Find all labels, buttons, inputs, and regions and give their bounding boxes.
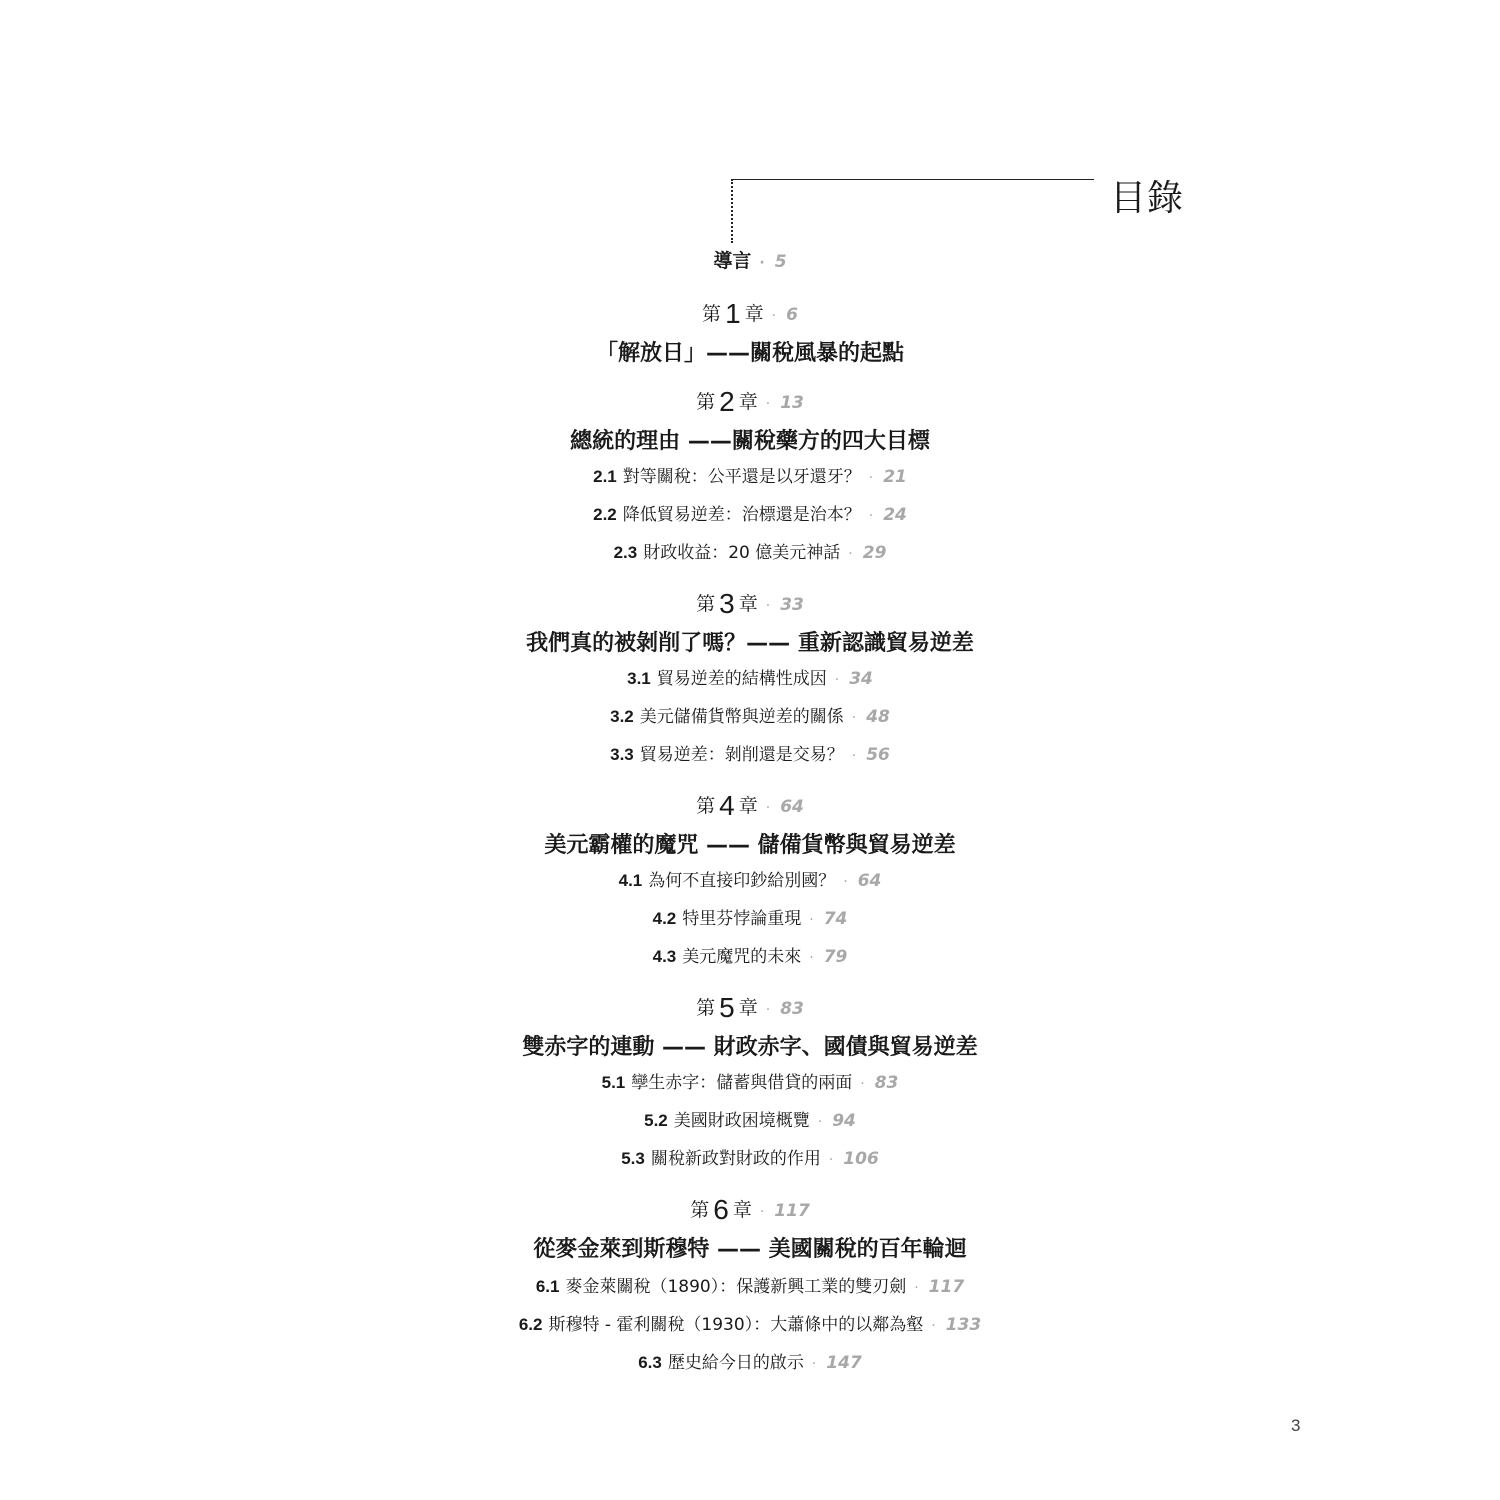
leader-dot: · [868, 470, 874, 486]
chapter-suffix: 章 [732, 1199, 752, 1221]
chapter-heading [0, 588, 1500, 620]
section-title: 貿易逆差的結構性成因 [656, 669, 827, 689]
intro-page: 5 [774, 252, 787, 272]
leader-dot: · [828, 1152, 834, 1168]
section-page: 94 [832, 1111, 856, 1131]
section-entry [0, 904, 1500, 929]
section-number: 4.1 [618, 871, 643, 890]
chapter-number: 2 [719, 386, 735, 417]
section-page: 64 [857, 871, 882, 891]
section-number: 6.3 [638, 1353, 662, 1372]
section-number: 2.2 [593, 505, 617, 524]
section-title: 麥金萊關稅（1890）：保護新興工業的雙刃劍 [565, 1277, 907, 1297]
section-entry [0, 1068, 1500, 1093]
section-number: 6.2 [518, 1315, 543, 1334]
leader-dot: · [765, 1002, 771, 1018]
section-entry [0, 1348, 1500, 1373]
chapter-heading [0, 790, 1500, 822]
chapter-prefix: 第 [702, 303, 722, 325]
chapter-page: 6 [786, 305, 798, 325]
header-rule [732, 179, 1094, 180]
section-entry [0, 740, 1500, 765]
section-title: 財政收益：20 億美元神話 [643, 543, 841, 563]
leader-dot: · [931, 1318, 936, 1334]
leader-dot: · [860, 1076, 865, 1092]
section-page: 56 [866, 745, 890, 765]
chapter-page: 83 [780, 999, 804, 1019]
section-number: 5.1 [601, 1073, 626, 1092]
page-number: 3 [1291, 1416, 1301, 1435]
chapter-heading [0, 1194, 1500, 1226]
section-page: 117 [928, 1277, 965, 1297]
leader-dot: · [759, 1204, 765, 1220]
leader-dot: · [851, 710, 857, 726]
page-title: 目錄 [1110, 178, 1185, 219]
section-number: 2.3 [613, 543, 638, 562]
section-number: 2.1 [593, 467, 617, 486]
section-entry [0, 462, 1500, 487]
section-title: 特里芬悖論重現 [682, 909, 802, 929]
chapter-page: 64 [780, 797, 804, 817]
chapter-suffix: 章 [738, 997, 758, 1019]
chapter-title: 雙赤字的連動 —— 財政赤字、國債與貿易逆差 [522, 1035, 978, 1060]
section-title: 斯穆特 - 霍利關稅（1930）：大蕭條中的以鄰為壑 [548, 1315, 924, 1335]
chapter-number: 3 [719, 588, 735, 619]
section-entry [0, 702, 1500, 727]
chapter-prefix: 第 [696, 593, 716, 615]
leader-dot: · [765, 800, 771, 816]
section-entry [0, 1272, 1500, 1297]
section-page: 34 [849, 669, 873, 689]
section-title: 對等關稅：公平還是以牙還牙？ [622, 467, 861, 487]
section-number: 4.2 [652, 909, 677, 928]
leader-dot: · [914, 1280, 919, 1296]
section-page: 29 [862, 543, 887, 563]
leader-dot: · [809, 912, 814, 928]
chapter-title: 總統的理由 ——關稅藥方的四大目標 [570, 429, 930, 454]
section-entry [0, 500, 1500, 525]
chapter-prefix: 第 [690, 1199, 710, 1221]
section-number: 6.1 [535, 1277, 560, 1296]
section-entry [0, 1106, 1500, 1131]
section-title: 關稅新政對財政的作用 [650, 1149, 821, 1169]
chapter-title: 我們真的被剝削了嗎？—— 重新認識貿易逆差 [526, 631, 974, 656]
section-entry [0, 664, 1500, 689]
section-number: 3.2 [610, 707, 634, 726]
leader-dot: · [843, 874, 848, 890]
leader-dot: · [765, 396, 771, 412]
section-title: 美國財政困境概覽 [673, 1111, 810, 1131]
section-number: 3.3 [610, 745, 634, 764]
chapter-number: 5 [719, 992, 735, 1023]
section-title: 降低貿易逆差：治標還是治本？ [622, 505, 861, 525]
leader-dot: · [759, 255, 765, 271]
leader-dot: · [851, 748, 857, 764]
leader-dot: · [811, 1356, 817, 1372]
chapter-heading [0, 992, 1500, 1024]
section-entry [0, 538, 1500, 563]
leader-dot: · [809, 950, 814, 966]
chapter-suffix: 章 [738, 391, 758, 413]
section-number: 3.1 [627, 669, 651, 688]
intro-label: 導言 [713, 250, 752, 272]
section-title: 歷史給今日的啟示 [667, 1353, 804, 1373]
chapter-title: 「解放日」——關稅風暴的起點 [595, 341, 904, 366]
leader-dot: · [834, 672, 840, 688]
section-page: 106 [843, 1149, 879, 1169]
chapter-page: 13 [780, 393, 804, 413]
section-entry [0, 1144, 1500, 1169]
chapter-heading [0, 298, 1500, 330]
section-page: 79 [823, 947, 848, 967]
intro-entry [0, 246, 1500, 273]
section-title: 貿易逆差：剝削還是交易？ [639, 745, 844, 765]
section-page: 21 [883, 467, 907, 487]
chapter-number: 6 [713, 1194, 729, 1225]
section-title: 孿生赤字：儲蓄與借貸的兩面 [631, 1073, 853, 1093]
chapter-page: 33 [780, 595, 804, 615]
leader-dot: · [765, 598, 771, 614]
section-page: 48 [866, 707, 890, 727]
section-number: 5.2 [644, 1111, 668, 1130]
chapter-number: 4 [719, 790, 735, 821]
section-number: 4.3 [652, 947, 677, 966]
chapter-title: 美元霸權的魔咒 —— 儲備貨幣與貿易逆差 [544, 833, 956, 858]
section-title: 美元魔咒的未來 [682, 947, 802, 967]
section-entry [0, 866, 1500, 891]
chapter-title: 從麥金萊到斯穆特 —— 美國關稅的百年輪迴 [533, 1237, 967, 1262]
chapter-suffix: 章 [738, 795, 758, 817]
section-entry [0, 1310, 1500, 1335]
section-page: 133 [945, 1315, 982, 1335]
section-entry [0, 942, 1500, 967]
section-title: 為何不直接印鈔給別國？ [648, 871, 836, 891]
leader-dot: · [771, 308, 777, 324]
chapter-heading [0, 386, 1500, 418]
section-page: 147 [826, 1353, 862, 1373]
chapter-number: 1 [725, 298, 741, 329]
leader-dot: · [817, 1114, 823, 1130]
section-page: 83 [874, 1073, 899, 1093]
section-title: 美元儲備貨幣與逆差的關係 [639, 707, 844, 727]
chapter-prefix: 第 [696, 391, 716, 413]
chapter-page: 117 [774, 1201, 810, 1221]
section-page: 74 [823, 909, 848, 929]
chapter-suffix: 章 [744, 303, 764, 325]
section-number: 5.3 [621, 1149, 645, 1168]
chapter-suffix: 章 [738, 593, 758, 615]
chapter-prefix: 第 [696, 997, 716, 1019]
leader-dot: · [848, 546, 853, 562]
leader-dot: · [868, 508, 874, 524]
header-dotted-rule [731, 179, 733, 243]
chapter-prefix: 第 [696, 795, 716, 817]
section-page: 24 [883, 505, 907, 525]
